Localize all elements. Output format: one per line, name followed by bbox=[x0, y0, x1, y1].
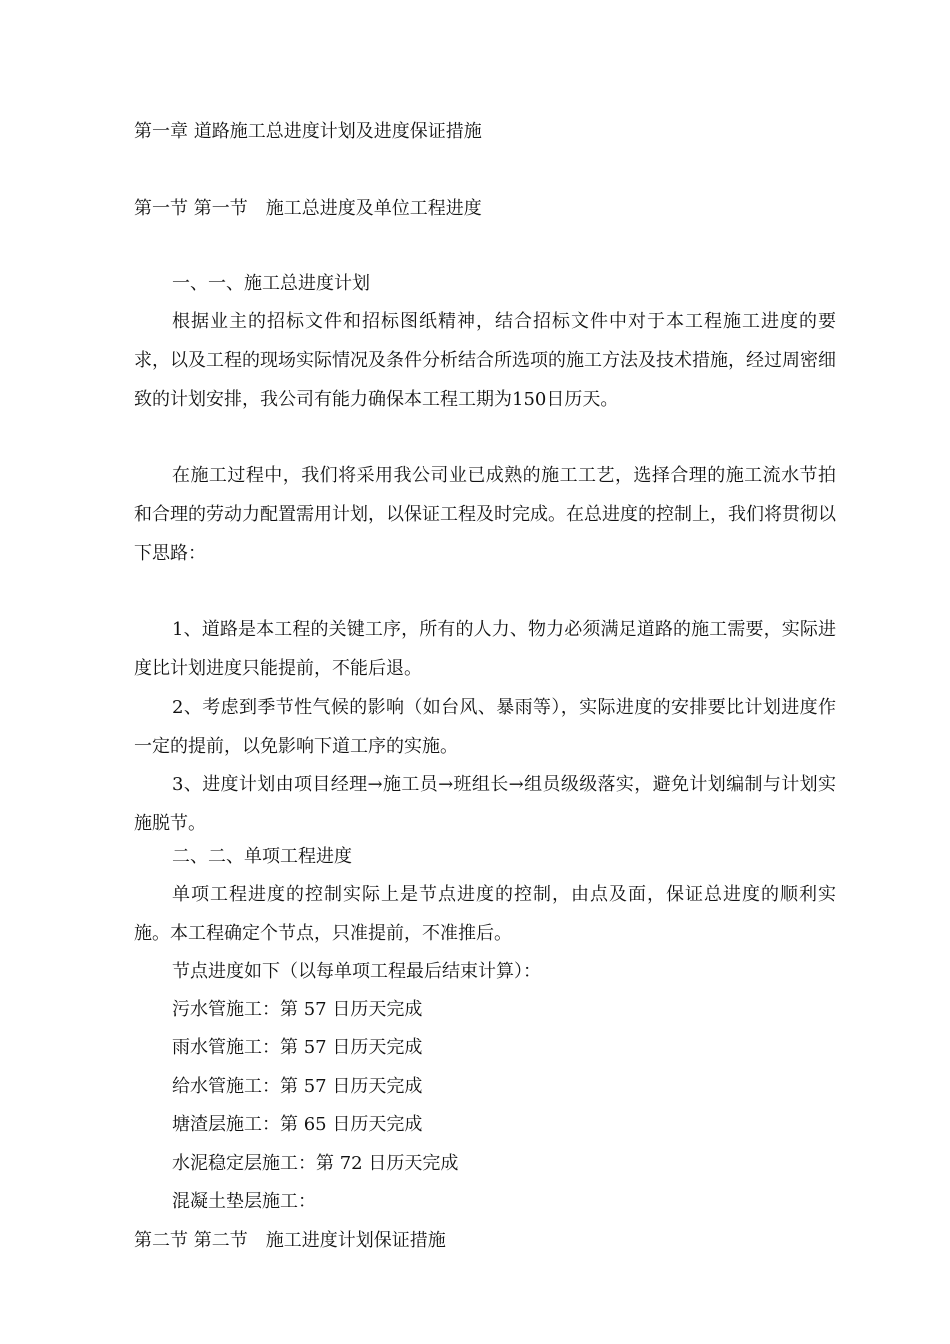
point-road-key-process: 1、道路是本工程的关键工序，所有的人力、物力必须满足道路的施工需要，实际进度比计划进度只能提前，不能后退。 bbox=[134, 619, 836, 679]
node-item-water-supply-pipe: 给水管施工：第 57 日历天完成 bbox=[172, 1076, 423, 1097]
chapter-title: 第一章 道路施工总进度计划及进度保证措施 bbox=[134, 121, 482, 142]
point-plan-implementation: 3、进度计划由项目经理→施工员→班组长→组员级级落实，避免计划编制与计划实施脱节。 bbox=[134, 774, 836, 834]
node-item-rubble-layer: 塘渣层施工：第 65 日历天完成 bbox=[172, 1114, 423, 1135]
section2-title: 第二节 第二节 施工进度计划保证措施 bbox=[134, 1230, 446, 1251]
subsection1-title: 一、一、施工总进度计划 bbox=[172, 273, 370, 294]
paragraph-node-control: 单项工程进度的控制实际上是节点进度的控制，由点及面，保证总进度的顺利实施。本工程确定个节点，只准提前，不准推后。 bbox=[134, 884, 836, 944]
node-item-cement-stabilized-layer: 水泥稳定层施工：第 72 日历天完成 bbox=[172, 1153, 459, 1174]
node-item-sewage-pipe: 污水管施工：第 57 日历天完成 bbox=[172, 999, 423, 1020]
point-seasonal-weather: 2、考虑到季节性气候的影响（如台风、暴雨等），实际进度的安排要比计划进度作一定的提前，以免影响下道工序的实施。 bbox=[134, 697, 836, 757]
subsection2-title: 二、二、单项工程进度 bbox=[172, 846, 352, 867]
section1-title: 第一节 第一节 施工总进度及单位工程进度 bbox=[134, 198, 482, 219]
node-item-concrete-cushion: 混凝土垫层施工： bbox=[172, 1191, 316, 1212]
node-item-rainwater-pipe: 雨水管施工：第 57 日历天完成 bbox=[172, 1037, 423, 1058]
paragraph-schedule-basis: 根据业主的招标文件和招标图纸精神，结合招标文件中对于本工程施工进度的要求，以及工程的现场实际情况及条件分析结合所选项的施工方法及技术措施，经过周密细致的计划安排，我公司有能力确保本工程工期为150日历天。 bbox=[134, 311, 836, 410]
paragraph-construction-process: 在施工过程中，我们将采用我公司业已成熟的施工工艺，选择合理的施工流水节拍和合理的劳动力配置需用计划，以保证工程及时完成。在总进度的控制上，我们将贯彻以下思路： bbox=[134, 465, 836, 564]
nodes-intro: 节点进度如下（以每单项工程最后结束计算）： bbox=[172, 961, 541, 982]
